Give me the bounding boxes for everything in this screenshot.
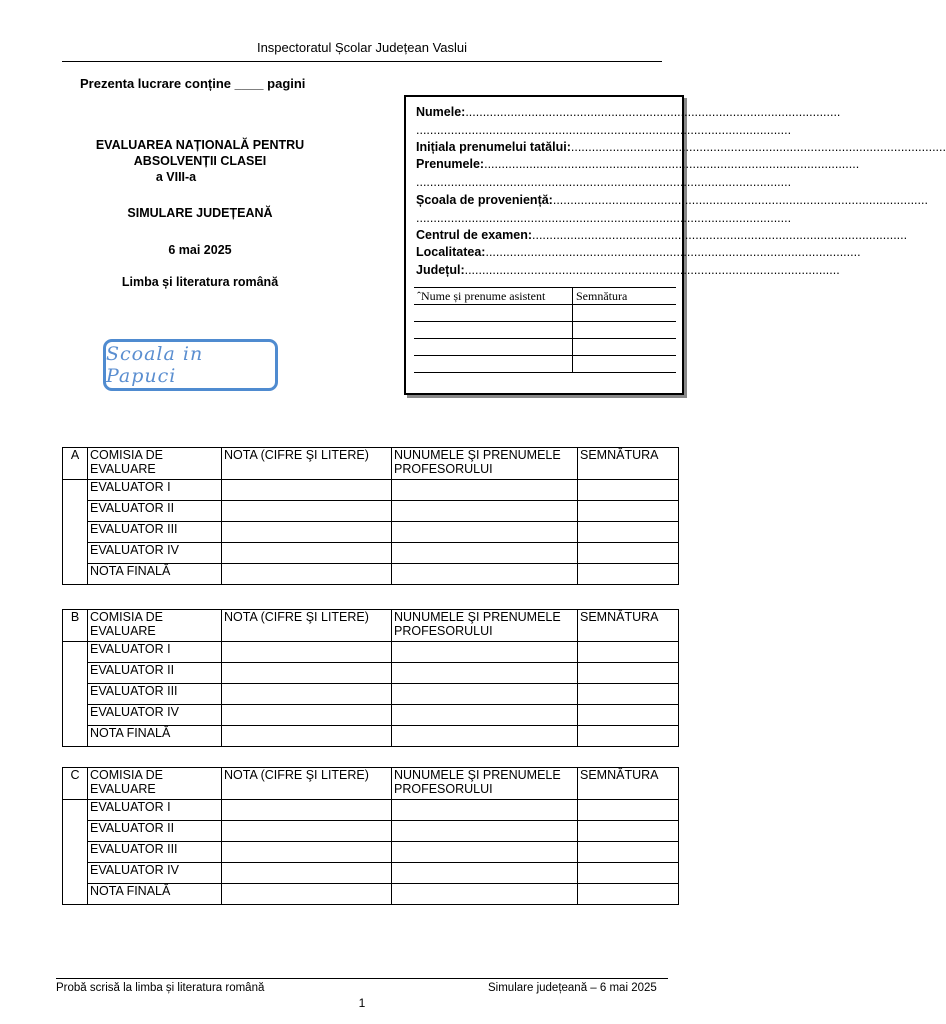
assistant-signature-cell[interactable] xyxy=(573,322,677,339)
semnatura-cell[interactable] xyxy=(578,501,679,522)
semnatura-cell[interactable] xyxy=(578,800,679,821)
nota-cell[interactable] xyxy=(222,522,392,543)
row-label: EVALUATOR I xyxy=(88,480,222,501)
page-number: 1 xyxy=(358,996,366,1010)
row-label: EVALUATOR IV xyxy=(88,543,222,564)
row-label: EVALUATOR I xyxy=(88,800,222,821)
semnatura-cell[interactable] xyxy=(578,522,679,543)
exam-title-line1: EVALUAREA NAȚIONALĂ PENTRU xyxy=(95,138,305,152)
field-numele[interactable]: Numele:............................................................................................................ xyxy=(416,105,841,119)
header-nota: NOTA (CIFRE ŞI LITERE) xyxy=(222,610,392,642)
row-label: EVALUATOR II xyxy=(88,501,222,522)
logo-text: Scoala in Papuci xyxy=(106,343,204,387)
assistant-table xyxy=(414,287,676,373)
row-label: EVALUATOR II xyxy=(88,821,222,842)
field-scoala-cont[interactable]: ............................................................................................................ xyxy=(416,211,792,225)
eval-table-b xyxy=(62,609,679,747)
header-comisia: COMISIA DE EVALUARE xyxy=(88,768,222,800)
exam-title xyxy=(70,137,330,185)
eval-table-c xyxy=(62,767,679,905)
assistant-name-cell[interactable] xyxy=(414,322,573,339)
row-label: NOTA FINALĂ xyxy=(88,884,222,905)
table-letter: C xyxy=(63,768,88,800)
table-letter: A xyxy=(63,448,88,480)
assistant-signature-cell[interactable] xyxy=(573,305,677,322)
profesor-cell[interactable] xyxy=(392,480,578,501)
assistant-name-cell[interactable] xyxy=(414,356,573,373)
header-divider xyxy=(62,61,662,62)
semnatura-cell[interactable] xyxy=(578,842,679,863)
profesor-cell[interactable] xyxy=(392,663,578,684)
nota-cell[interactable] xyxy=(222,480,392,501)
row-label: EVALUATOR III xyxy=(88,684,222,705)
profesor-cell[interactable] xyxy=(392,543,578,564)
row-label: EVALUATOR II xyxy=(88,663,222,684)
profesor-cell[interactable] xyxy=(392,684,578,705)
exam-subtitle: SIMULARE JUDEȚEANĂ xyxy=(127,206,273,220)
row-label: NOTA FINALĂ xyxy=(88,564,222,585)
header-semnatura: SEMNĂTURA xyxy=(578,448,679,480)
semnatura-cell[interactable] xyxy=(578,480,679,501)
profesor-cell[interactable] xyxy=(392,842,578,863)
field-scoala[interactable]: Școala de proveniență:............................................................................................................ xyxy=(416,193,928,207)
semnatura-cell[interactable] xyxy=(578,642,679,663)
pages-count-text: Prezenta lucrare conține ____ pagini xyxy=(80,76,306,91)
nota-cell[interactable] xyxy=(222,564,392,585)
nota-cell[interactable] xyxy=(222,863,392,884)
row-label: EVALUATOR IV xyxy=(88,863,222,884)
field-numele-cont[interactable]: ............................................................................................................ xyxy=(416,123,792,137)
semnatura-cell[interactable] xyxy=(578,663,679,684)
header-nota: NOTA (CIFRE ŞI LITERE) xyxy=(222,448,392,480)
profesor-cell[interactable] xyxy=(392,501,578,522)
semnatura-cell[interactable] xyxy=(578,863,679,884)
nota-cell[interactable] xyxy=(222,663,392,684)
semnatura-cell[interactable] xyxy=(578,726,679,747)
header-comisia: COMISIA DE EVALUARE xyxy=(88,448,222,480)
profesor-cell[interactable] xyxy=(392,863,578,884)
row-label: EVALUATOR IV xyxy=(88,705,222,726)
header-profesor: NUNUMELE ŞI PRENUMELE PROFESORULUI xyxy=(392,610,578,642)
nota-cell[interactable] xyxy=(222,821,392,842)
row-label: EVALUATOR III xyxy=(88,842,222,863)
footer-divider xyxy=(56,978,668,979)
exam-subject: Limba și literatura română xyxy=(121,275,279,289)
header-semnatura: SEMNĂTURA xyxy=(578,610,679,642)
exam-date: 6 mai 2025 xyxy=(168,243,232,257)
exam-title-line3: a VIII-a xyxy=(155,170,197,184)
table-letter: B xyxy=(63,610,88,642)
header-profesor: NUNUMELE ŞI PRENUMELE PROFESORULUI xyxy=(392,768,578,800)
profesor-cell[interactable] xyxy=(392,800,578,821)
profesor-cell[interactable] xyxy=(392,705,578,726)
profesor-cell[interactable] xyxy=(392,522,578,543)
nota-cell[interactable] xyxy=(222,543,392,564)
row-label: NOTA FINALĂ xyxy=(88,726,222,747)
nota-cell[interactable] xyxy=(222,884,392,905)
assistant-name-header: ˆNume și prenume asistent xyxy=(414,288,573,305)
student-id-box xyxy=(404,95,946,395)
semnatura-cell[interactable] xyxy=(578,705,679,726)
nota-cell[interactable] xyxy=(222,705,392,726)
assistant-name-cell[interactable] xyxy=(414,339,573,356)
row-label: EVALUATOR III xyxy=(88,522,222,543)
assistant-signature-cell[interactable] xyxy=(573,339,677,356)
header-profesor: NUNUMELE ŞI PRENUMELE PROFESORULUI xyxy=(392,448,578,480)
profesor-cell[interactable] xyxy=(392,884,578,905)
profesor-cell[interactable] xyxy=(392,642,578,663)
nota-cell[interactable] xyxy=(222,642,392,663)
field-localitatea[interactable]: Localitatea:............................................................................................................ xyxy=(416,245,861,259)
school-logo xyxy=(103,339,278,391)
semnatura-cell[interactable] xyxy=(578,564,679,585)
field-prenumele[interactable]: Prenumele:............................................................................................................ xyxy=(416,157,860,171)
assistant-signature-cell[interactable] xyxy=(573,356,677,373)
semnatura-cell[interactable] xyxy=(578,821,679,842)
profesor-cell[interactable] xyxy=(392,821,578,842)
page-header: Inspectoratul Școlar Județean Vaslui xyxy=(256,40,468,55)
semnatura-cell[interactable] xyxy=(578,543,679,564)
footer-left: Probă scrisă la limba și literatura română xyxy=(56,982,265,994)
field-judetul[interactable]: Județul:............................................................................................................ xyxy=(416,263,840,277)
field-centrul[interactable]: Centrul de examen:............................................................................................................ xyxy=(416,228,908,242)
profesor-cell[interactable] xyxy=(392,726,578,747)
profesor-cell[interactable] xyxy=(392,564,578,585)
field-prenumele-cont[interactable]: ............................................................................................................ xyxy=(416,175,792,189)
footer-right: Simulare județeană – 6 mai 2025 xyxy=(488,982,657,994)
header-comisia: COMISIA DE EVALUARE xyxy=(88,610,222,642)
row-label: EVALUATOR I xyxy=(88,642,222,663)
field-initiala[interactable]: Inițiala prenumelui tatălui:............................................................................................................ xyxy=(416,140,946,154)
assistant-name-cell[interactable] xyxy=(414,305,573,322)
semnatura-cell[interactable] xyxy=(578,684,679,705)
nota-cell[interactable] xyxy=(222,501,392,522)
header-nota: NOTA (CIFRE ŞI LITERE) xyxy=(222,768,392,800)
nota-cell[interactable] xyxy=(222,800,392,821)
nota-cell[interactable] xyxy=(222,684,392,705)
assistant-signature-header: Semnătura xyxy=(573,288,677,305)
eval-table-a xyxy=(62,447,679,585)
nota-cell[interactable] xyxy=(222,842,392,863)
semnatura-cell[interactable] xyxy=(578,884,679,905)
header-semnatura: SEMNĂTURA xyxy=(578,768,679,800)
exam-title-line2: ABSOLVENȚII CLASEI xyxy=(133,154,267,168)
nota-cell[interactable] xyxy=(222,726,392,747)
